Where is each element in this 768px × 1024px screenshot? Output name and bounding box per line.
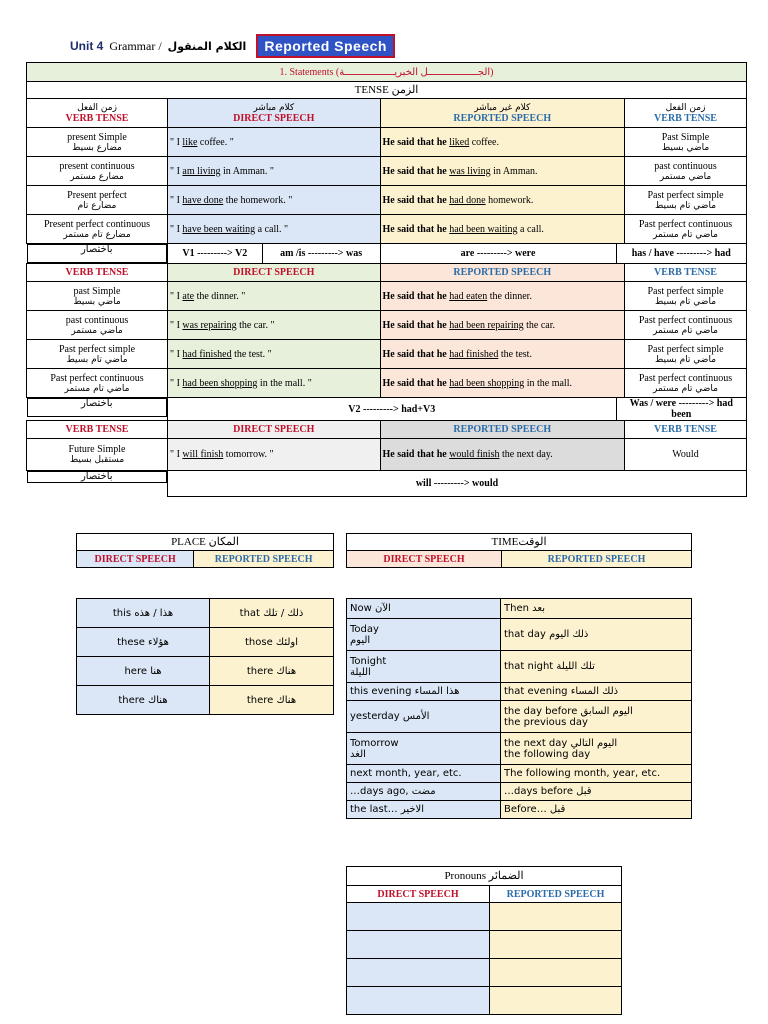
verb-tense-head-2: VERB TENSE — [625, 264, 747, 282]
reported-tense: Past perfect simple ماضي تام بسيط — [625, 282, 747, 311]
reported-sentence: He said that he was living in Amman. — [380, 157, 624, 186]
summary-item: am /is ---------> was — [262, 244, 380, 264]
tense-table — [26, 62, 747, 497]
future-reported-tense: Would — [625, 439, 747, 471]
reported-tense: Past perfect simple ماضي تام بسيط — [625, 186, 747, 215]
time-reported: Before… قبل — [501, 801, 692, 819]
time-reported: the day before اليوم السابق the previous day — [501, 701, 692, 733]
verb-tense: present continuous مضارع مستمر — [27, 157, 168, 186]
summary-item: are ---------> were — [380, 244, 616, 264]
verb-tense: Present perfect مضارع تام — [27, 186, 168, 215]
reported-tense: Past Simple ماضي بسيط — [625, 128, 747, 157]
grammar-label: Grammar / — [109, 38, 162, 53]
time-direct: Today اليوم — [347, 619, 501, 651]
reported-tense: Past perfect simple ماضي تام بسيط — [625, 340, 747, 369]
direct-sentence: " I have done the homework. " — [168, 186, 381, 215]
reported-sentence: He said that he had eaten the dinner. — [380, 282, 624, 311]
future-direct: " I will finish tomorrow. " — [168, 439, 381, 471]
direct-head: DIRECT SPEECH — [168, 264, 381, 282]
place-reported: there هناك — [210, 686, 334, 715]
time-direct: this evening هذا المساء — [347, 683, 501, 701]
reported-sentence: He said that he had finished the test. — [380, 340, 624, 369]
time-reported-head: REPORTED SPEECH — [502, 551, 692, 568]
reported-sentence: He said that he had been waiting a call. — [380, 215, 624, 244]
verb-tense-head-2: زمن الفعل VERB TENSE — [625, 99, 747, 128]
reported-sentence: He said that he liked coffee. — [380, 128, 624, 157]
verb-tense-head-2: VERB TENSE — [625, 421, 747, 439]
page-title: Reported Speech — [256, 34, 395, 58]
unit-label: Unit 4 — [70, 39, 104, 53]
verb-tense: present Simple مضارع بسيط — [27, 128, 168, 157]
time-reported: that night تلك الليلة — [501, 651, 692, 683]
place-direct: this هذا / هذه — [77, 599, 210, 628]
direct-sentence: " I am living in Amman. " — [168, 157, 381, 186]
place-direct: these هؤلاء — [77, 628, 210, 657]
pronouns-direct-head: DIRECT SPEECH — [347, 886, 490, 903]
direct-sentence: " I ate the dinner. " — [168, 282, 381, 311]
verb-tense-head: زمن الفعل VERB TENSE — [27, 99, 168, 128]
direct-sentence: " I had been shopping in the mall. " — [168, 369, 381, 398]
summary-item: Was / were ---------> had been — [616, 398, 746, 421]
verb-tense-head: VERB TENSE — [27, 264, 168, 282]
place-title: PLACE المكان — [77, 534, 334, 551]
pronouns-table — [346, 866, 622, 1015]
pronoun-cell — [490, 903, 622, 931]
time-reported: …days before قبل — [501, 783, 692, 801]
summary-item: V2 ---------> had+V3 — [168, 398, 617, 421]
pronoun-cell — [490, 987, 622, 1015]
reported-tense: Past perfect continuous ماضي تام مستمر — [625, 311, 747, 340]
verb-tense: Past perfect simple ماضي تام بسيط — [27, 340, 168, 369]
time-direct: next month, year, etc. — [347, 765, 501, 783]
direct-sentence: " I have been waiting a call. " — [168, 215, 381, 244]
grammar-arabic: الكلام المنقول — [167, 39, 247, 53]
verb-tense: past continuous ماضي مستمر — [27, 311, 168, 340]
time-title: TIMEالوقت — [347, 534, 692, 551]
future-reported: He said that he would finish the next day. — [380, 439, 624, 471]
time-direct: Tonight الليلة — [347, 651, 501, 683]
time-direct: the last… الاخير — [347, 801, 501, 819]
place-reported: those اولئك — [210, 628, 334, 657]
time-direct-head: DIRECT SPEECH — [347, 551, 502, 568]
time-header-table — [346, 533, 692, 568]
summary-item: has / have ---------> had — [616, 244, 746, 264]
pronoun-cell — [347, 903, 490, 931]
reported-head: كلام غير مباشر REPORTED SPEECH — [380, 99, 624, 128]
statements-heading: 1. Statements (الجـــــــــــــــــل الخبريـــــــــــــــــة) — [27, 63, 747, 82]
summary-item: will ---------> would — [168, 471, 747, 497]
place-reported: that ذلك / تلك — [210, 599, 334, 628]
reported-sentence: He said that he had been repairing the car. — [380, 311, 624, 340]
place-header-table — [76, 533, 334, 568]
pronoun-cell — [347, 931, 490, 959]
reported-sentence: He said that he had been shopping in the mall. — [380, 369, 624, 398]
time-reported: the next day اليوم التالي the following day — [501, 733, 692, 765]
place-direct: here هنا — [77, 657, 210, 686]
time-table — [346, 598, 692, 819]
time-reported: The following month, year, etc. — [501, 765, 692, 783]
pronoun-cell — [490, 959, 622, 987]
direct-sentence: " I had finished the test. " — [168, 340, 381, 369]
direct-head: DIRECT SPEECH — [168, 421, 381, 439]
pronouns-title: Pronouns الضمائر — [347, 867, 622, 886]
time-direct: …days ago, مضت — [347, 783, 501, 801]
pronoun-cell — [347, 959, 490, 987]
time-direct: Now الآن — [347, 599, 501, 619]
reported-head: REPORTED SPEECH — [380, 264, 624, 282]
verb-tense-head: VERB TENSE — [27, 421, 168, 439]
verb-tense: Present perfect continuous مضارع تام مستمر — [27, 215, 168, 244]
time-direct: Tomorrow الغد — [347, 733, 501, 765]
direct-sentence: " I was repairing the car. " — [168, 311, 381, 340]
reported-tense: Past perfect continuous ماضي تام مستمر — [625, 369, 747, 398]
direct-sentence: " I like coffee. " — [168, 128, 381, 157]
summary-item: V1 ---------> V2 — [168, 244, 263, 264]
reported-sentence: He said that he had done homework. — [380, 186, 624, 215]
place-table — [76, 598, 334, 715]
time-direct: yesterday الأمس — [347, 701, 501, 733]
verb-tense: past Simple ماضي بسيط — [27, 282, 168, 311]
page-header — [70, 34, 395, 58]
time-reported: that day ذلك اليوم — [501, 619, 692, 651]
pronoun-cell — [490, 931, 622, 959]
place-reported: there هناك — [210, 657, 334, 686]
summary-label: باختصار — [27, 244, 168, 263]
verb-tense: Past perfect continuous ماضي تام مستمر — [27, 369, 168, 398]
time-reported: that evening ذلك المساء — [501, 683, 692, 701]
pronoun-cell — [347, 987, 490, 1015]
time-reported: Then بعد — [501, 599, 692, 619]
place-reported-head: REPORTED SPEECH — [194, 551, 334, 568]
pronouns-reported-head: REPORTED SPEECH — [490, 886, 622, 903]
summary-label: باختصار — [27, 398, 168, 417]
reported-tense: past continuous ماضي مستمر — [625, 157, 747, 186]
future-tense: Future Simple مستقبل بسيط — [27, 439, 168, 471]
reported-tense: Past perfect continuous ماضي تام مستمر — [625, 215, 747, 244]
place-direct: there هناك — [77, 686, 210, 715]
reported-head: REPORTED SPEECH — [380, 421, 624, 439]
direct-head: كلام مباشر DIRECT SPEECH — [168, 99, 381, 128]
place-direct-head: DIRECT SPEECH — [77, 551, 194, 568]
tense-heading: TENSE الزمن — [27, 82, 747, 99]
summary-label: باختصار — [27, 471, 168, 483]
